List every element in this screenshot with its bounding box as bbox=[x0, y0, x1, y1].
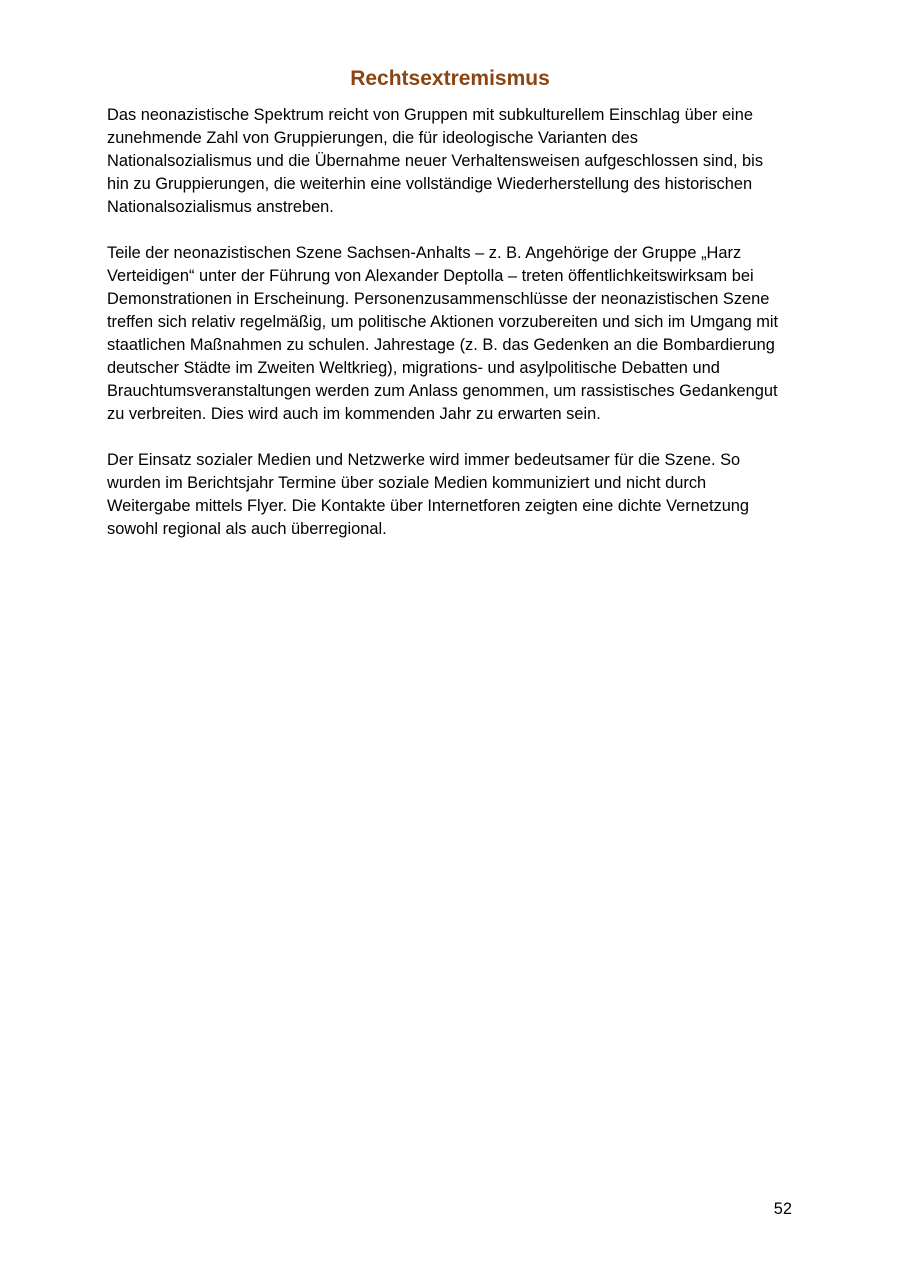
paragraph-scene-activities bbox=[107, 242, 797, 426]
page-title: Rechtsextremismus bbox=[350, 67, 550, 91]
text-line: Demonstrationen in Erscheinung. Personenzusammenschlüsse der neonazistischen Szene bbox=[107, 290, 770, 308]
text-line: zunehmende Zahl von Gruppierungen, die für ideologische Varianten des bbox=[107, 129, 638, 147]
text-line: Der Einsatz sozialer Medien und Netzwerke wird immer bedeutsamer für die Szene. So bbox=[107, 451, 741, 469]
text-line: deutscher Städte im Zweiten Weltkrieg), migrations- und asylpolitische Debatten und bbox=[107, 359, 720, 377]
text-line: Das neonazistische Spektrum reicht von Gruppen mit subkulturellem Einschlag über eine bbox=[107, 106, 753, 124]
text-line: Nationalsozialismus anstreben. bbox=[107, 198, 334, 216]
paragraph-neonazi-spectrum bbox=[107, 104, 797, 219]
text-line: hin zu Gruppierungen, die weiterhin eine vollständige Wiederherstellung des historischen bbox=[107, 175, 753, 193]
paragraph-social-media bbox=[107, 449, 797, 541]
text-line: treffen sich relativ regelmäßig, um politische Aktionen vorzubereiten und sich im Umgang mit bbox=[107, 313, 779, 331]
text-line: Weitergabe mittels Flyer. Die Kontakte über Internetforen zeigten eine dichte Vernetzung bbox=[107, 497, 750, 515]
text-line: Teile der neonazistischen Szene Sachsen-Anhalts – z. B. Angehörige der Gruppe „Harz bbox=[107, 244, 742, 262]
text-line: zu verbreiten. Dies wird auch im kommenden Jahr zu erwarten sein. bbox=[107, 405, 601, 423]
text-line: staatlichen Maßnahmen zu schulen. Jahrestage (z. B. das Gedenken an die Bombardierung bbox=[107, 336, 775, 354]
text-line: Verteidigen“ unter der Führung von Alexander Deptolla – treten öffentlichkeitswirksam bei bbox=[107, 267, 754, 285]
text-line: Brauchtumsveranstaltungen werden zum Anlass genommen, um rassistisches Gedankengut bbox=[107, 382, 778, 400]
text-line: sowohl regional als auch überregional. bbox=[107, 520, 387, 538]
text-line: Nationalsozialismus und die Übernahme neuer Verhaltensweisen aufgeschlossen sind, bis bbox=[107, 152, 764, 170]
text-line: wurden im Berichtsjahr Termine über soziale Medien kommuniziert und nicht durch bbox=[107, 474, 707, 492]
page-number: 52 bbox=[773, 1200, 792, 1218]
